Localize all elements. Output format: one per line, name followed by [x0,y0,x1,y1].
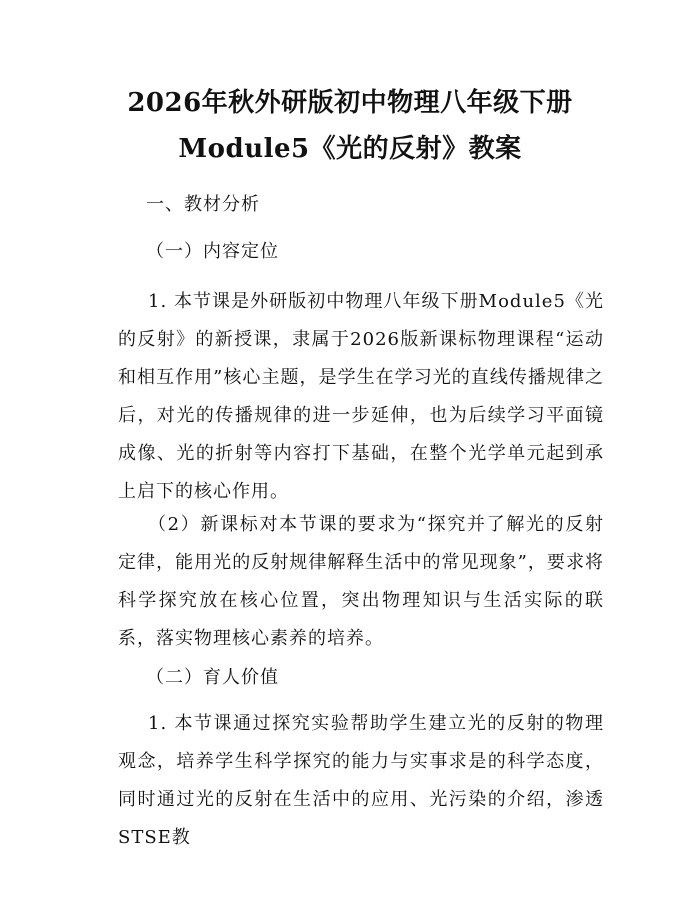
paragraph-content-positioning-1: 1. 本节课是外研版初中物理八年级下册Module5《光的反射》的新授课，隶属于2026版新课标物理课程“运动和相互作用”核心主题，是学生在学习光的直线传播规律之后，对光的传播规律的进一步延伸，也为后续学习平面镜成像、光的折射等内容打下基础，在整个光学单元起到承上启下的核心作用。 [118,291,604,502]
paragraph-educational-value-1: 1. 本节课通过探究实验帮助学生建立光的反射的物理观念，培养学生科学探究的能力与实事求是的科学态度，同时通过光的反射在生活中的应用、光污染的介绍，渗透STSE教 [118,713,604,848]
subsection-heading-educational-value: （二）育人价值 [146,667,279,688]
section-heading-textbook-analysis: 一、教材分析 [146,194,260,215]
paragraph-content-positioning-2: （2）新课标对本节课的要求为“探究并了解光的反射定律，能用光的反射规律解释生活中的常见现象”，要求将科学探究放在核心位置，突出物理知识与生活实际的联系，落实物理核心素养的培养。 [118,514,604,649]
document-title-line-1: 2026年秋外研版初中物理八年级下册 [127,88,573,118]
document-title-line-2: Module5《光的反射》教案 [178,134,522,164]
subsection-heading-content-positioning: （一）内容定位 [146,241,279,262]
